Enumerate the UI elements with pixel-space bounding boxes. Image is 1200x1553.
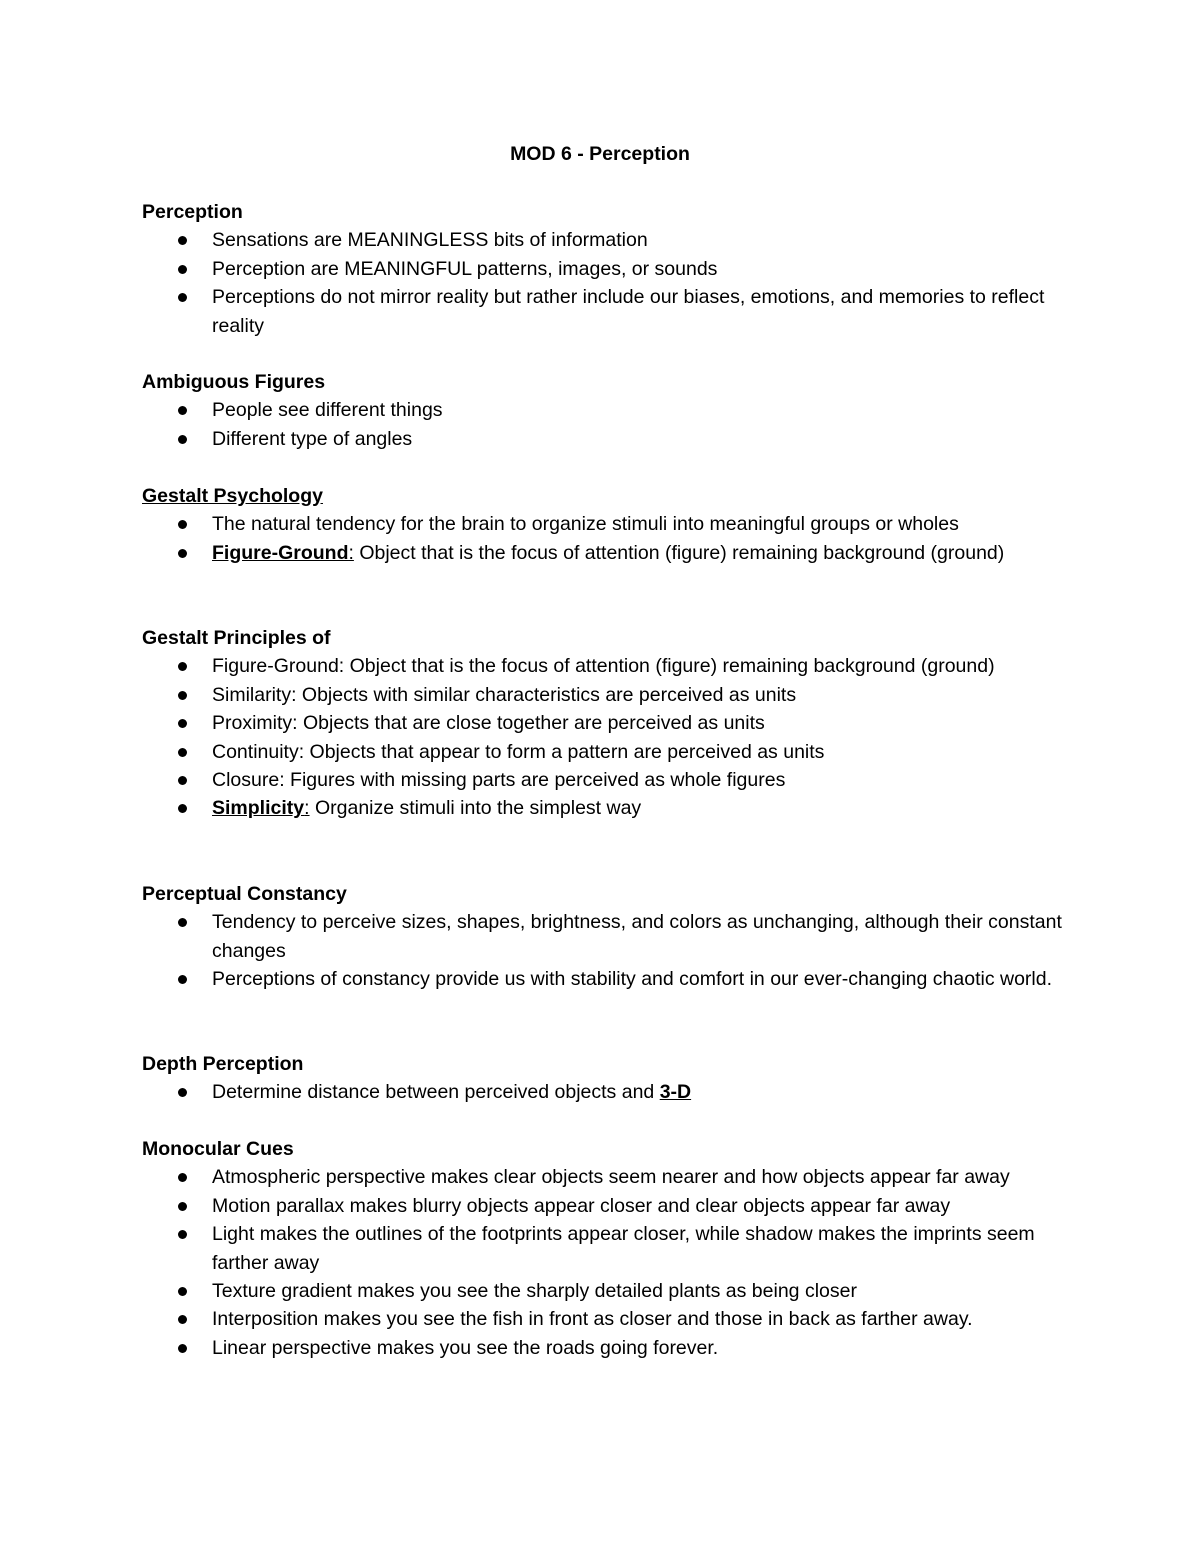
bullet-icon [178, 1344, 187, 1353]
section-gestalt-principles [142, 624, 1072, 823]
list-item: Similarity: Objects with similar characteristics are perceived as units [142, 681, 1072, 709]
bullet-icon [178, 719, 187, 728]
list-item: Proximity: Objects that are close together are perceived as units [142, 709, 1072, 737]
bullet-list [142, 1078, 1072, 1106]
list-item: Different type of angles [142, 425, 1072, 453]
section-monocular-cues [142, 1135, 1072, 1362]
list-item: Simplicity: Organize stimuli into the simplest way [142, 794, 1072, 822]
list-item: Atmospheric perspective makes clear objects seem nearer and how objects appear far away [142, 1163, 1072, 1191]
list-item: Texture gradient makes you see the sharply detailed plants as being closer [142, 1277, 1072, 1305]
bullet-icon [178, 748, 187, 757]
list-item: Closure: Figures with missing parts are perceived as whole figures [142, 766, 1072, 794]
bullet-icon [178, 776, 187, 785]
section-perceptual-constancy [142, 880, 1072, 994]
section-heading: Gestalt Psychology [142, 485, 323, 507]
bullet-icon [178, 1173, 187, 1182]
list-item: Figure-Ground: Object that is the focus of attention (figure) remaining background (ground) [142, 652, 1072, 680]
section-heading: Gestalt Principles of [142, 627, 331, 649]
list-item: Perception are MEANINGFUL patterns, images, or sounds [142, 255, 1072, 283]
list-item: Perceptions of constancy provide us with stability and comfort in our ever-changing chaotic world. [142, 965, 1072, 993]
bullet-icon [178, 975, 187, 984]
page-title: MOD 6 - Perception [510, 143, 690, 165]
section-gestalt-psychology [142, 482, 1072, 567]
bullet-icon [178, 918, 187, 927]
bullet-list [142, 652, 1072, 822]
bullet-icon [178, 1315, 187, 1324]
bullet-list [142, 396, 1072, 453]
section-heading: Perception [142, 201, 243, 223]
section-heading: Depth Perception [142, 1053, 304, 1075]
bullet-icon [178, 1088, 187, 1097]
list-item: Perceptions do not mirror reality but rather include our biases, emotions, and memories to reflect reality [142, 283, 1072, 340]
bullet-icon [178, 1202, 187, 1211]
list-item: Motion parallax makes blurry objects appear closer and clear objects appear far away [142, 1192, 1072, 1220]
bullet-icon [178, 435, 187, 444]
term-figure-ground: Figure-Ground [212, 541, 349, 564]
section-depth-perception [142, 1050, 1072, 1107]
list-item: People see different things [142, 396, 1072, 424]
section-perception [142, 198, 1072, 340]
term-3d: 3-D [659, 1081, 692, 1104]
bullet-list [142, 510, 1072, 567]
bullet-icon [178, 1287, 187, 1296]
list-item: Continuity: Objects that appear to form a pattern are perceived as units [142, 738, 1072, 766]
bullet-icon [178, 804, 187, 813]
term-simplicity: Simplicity [212, 797, 305, 820]
bullet-icon [178, 406, 187, 415]
list-item: Interposition makes you see the fish in front as closer and those in back as farther away. [142, 1305, 1072, 1333]
list-item: Linear perspective makes you see the roads going forever. [142, 1334, 1072, 1362]
bullet-list [142, 226, 1072, 340]
section-heading: Ambiguous Figures [142, 371, 326, 393]
bullet-icon [178, 691, 187, 700]
list-item: Tendency to perceive sizes, shapes, brightness, and colors as unchanging, although their constant changes [142, 908, 1072, 965]
bullet-list [142, 1163, 1072, 1362]
section-heading: Perceptual Constancy [142, 883, 347, 905]
bullet-icon [178, 520, 187, 529]
list-item: Sensations are MEANINGLESS bits of information [142, 226, 1072, 254]
list-item: Light makes the outlines of the footprints appear closer, while shadow makes the imprints seem farther away [142, 1220, 1072, 1277]
section-heading: Monocular Cues [142, 1138, 294, 1160]
bullet-icon [178, 265, 187, 274]
bullet-icon [178, 662, 187, 671]
section-ambiguous-figures [142, 368, 1072, 453]
bullet-icon [178, 549, 187, 558]
bullet-icon [178, 236, 187, 245]
bullet-list [142, 908, 1072, 993]
bullet-icon [178, 293, 187, 302]
list-item: Determine distance between perceived objects and 3-D [142, 1078, 1072, 1106]
list-item: The natural tendency for the brain to organize stimuli into meaningful groups or wholes [142, 510, 1072, 538]
bullet-icon [178, 1230, 187, 1239]
list-item: Figure-Ground: Object that is the focus of attention (figure) remaining background (ground) [142, 539, 1072, 567]
